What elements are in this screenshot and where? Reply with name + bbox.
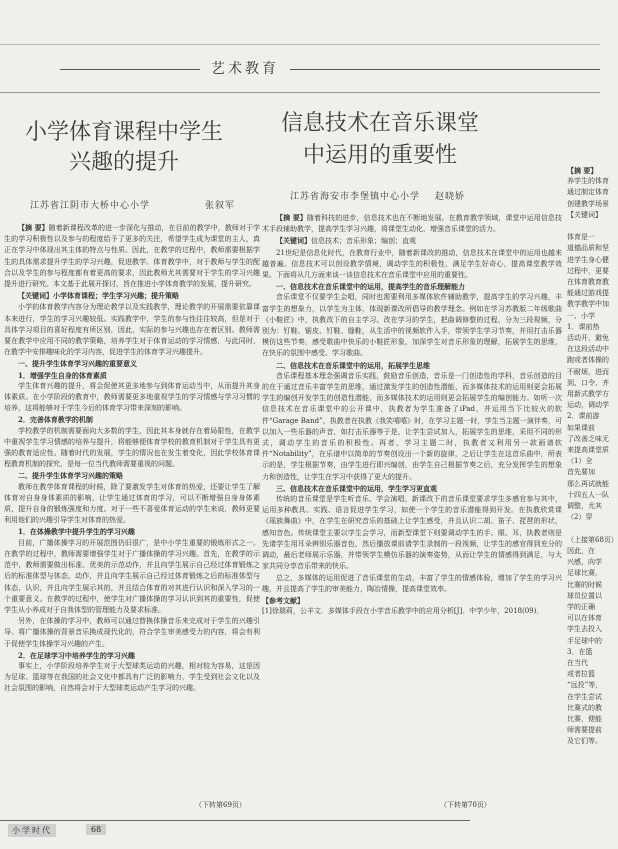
right-column-abstract-label: 【摘 要】 [567, 166, 598, 175]
right-column-line: 在当代 [567, 658, 588, 667]
article1-heading-1-1: 1．增强学生自身的体育素质 [18, 370, 107, 380]
right-column-line: 了改善乏味无 [567, 434, 609, 443]
right-column-line: 到、口令、齐 [567, 378, 609, 387]
article2-para-3: 传统的音乐课堂是学生听音乐、学会演唱，新课改下的音乐课堂要求学生多感官参与其中，运用多种教具、实践、语言促进学生学习，如使一个学生的音乐潜能得到开发。在执教欣赏课《瑶族舞曲》中，在学生在研究音乐的基础上让学生感受，并且认识二胡、笛子、琵琶的形状，感知音色。传统课堂主要以学生会学习，而新型课堂下则要调动学生的手、眼、耳，执教者则是先请学生用耳朵辨别乐器音色，然后播放课前请学生录制的一段视频，让学生的感官得到充分的调动，最后老师展示乐器，并带领学生模仿乐器的演奏姿势，从而让学生的情感得到满足，与大家共同分享音乐带来的快乐。 [262, 495, 562, 571]
article1-title [0, 118, 248, 178]
article1-heading-2: 二、提升学生体育学习兴趣的策略 [18, 471, 123, 481]
right-column-line: 来提高课堂质 [567, 446, 609, 455]
article2-keywords: 信息技术；音乐形象；编创；直观 [311, 237, 416, 246]
right-column-line: 一、小学 [567, 311, 595, 320]
article1-abstract: 随着新课程改革的进一步深化与推动，在目前的教学中，教师对于学生的学习积极性以及参与的程度给予了更多的关注，希望学生成为课堂的主人，真正在学习中体现出其主体的特点与性质。因此，在教学的过程中，教师需要根据学生的具体需求提升学生的学习兴趣，促进教学。体育教学中，对于教师与学生的配合以及学生的参与程度都有着更高的要求，因此教师尤其需要对于学生的学习兴趣提升进行研究。本文基于此展开探讨，旨在推进小学体育教学的发展，提升研究。 [4, 224, 261, 289]
right-column-line: 2．课前游 [567, 412, 600, 421]
article1-abstract-label: 【摘 要】 [18, 223, 49, 232]
right-column-line: 在学生尝试 [567, 692, 602, 701]
right-column-line: 1．课前热 [567, 322, 600, 331]
article2-keywords-label: 【关键词】 [276, 236, 311, 246]
header-rule-lower [0, 92, 600, 93]
right-column-line: 用新式教学方 [567, 390, 609, 399]
right-column-line: 学的正确 [567, 602, 595, 611]
article2-title-line1: 信息技术在音乐课堂 [280, 111, 479, 136]
right-column-line: 比赛的时候 [567, 580, 602, 589]
right-column-line: 能通过游戏提 [567, 289, 609, 298]
article2-reference-1: [1]徐瑞莉，公丰文．多媒体手段在小学音乐教学中的应用分析[J]．中学少年，2018(09)． [262, 607, 544, 616]
article1-heading-2-2: 2．在足球学习中培养学生的学习兴趣 [18, 650, 135, 660]
right-column-line: 因此，在 [567, 546, 595, 555]
article1-heading-1: 一、提升学生体育学习兴趣的重要意义 [18, 359, 137, 369]
article2-continued: （下转第70页） [440, 801, 491, 809]
right-column-line: 3．在篮 [567, 647, 593, 656]
header-rule [60, 69, 600, 70]
right-column-line: （2）穿 [567, 513, 593, 522]
article2-heading-1: 一、信息技术在音乐课堂中的运用，提高学生的音乐理解能力 [276, 282, 465, 292]
right-column-line: 十四五人一队 [567, 490, 609, 499]
article1-body [4, 222, 260, 802]
right-column-line: 可以在体育 [567, 614, 602, 623]
article1-para-1-1: 学生体育兴趣的提升，将会促使其更多地参与到体育运动当中，从而提升其身体素质。在小学阶段的教育中，教师需要更多地重视学生的学习情感与学习习惯的培养，这将能够对于学生今后的体育学习带来深刻的影响。 [4, 381, 260, 413]
article2-abstract-label: 【摘 要】 [276, 213, 307, 222]
right-column-lines [567, 176, 618, 747]
right-column-line: 学生去投入 [567, 625, 602, 634]
article2-author: 赵晓娇 [435, 192, 466, 202]
article2-intro: 21世纪是信息化时代，在教育行业中，随着新课改的推动，信息技术在课堂中的运用也越来越普遍。信息技术可以创设教学情境，调动学生的积极性，满足学生好奇心，提高课堂教学效果。下面将从几方面来谈一谈信息技术在音乐课堂中应用的重要性。 [262, 248, 562, 280]
right-column-line: 那么再试就能 [567, 479, 609, 488]
article1-affiliation: 江苏省江阴市大桥中心小学 [30, 201, 151, 211]
article1-intro: 小学的体育教学内容分为理论教学以及实践教学，理论教学的开展需要依靠课本来进行，学生的学习兴趣较低。实践教学中，学生的参与性往往较高，但是对于具体学习项目的喜好程度有所区别，因此，实际的参与兴趣也存在着区别。教师需要在教学中应用不同的教学策略，培养学生对于体育运动的学习情感，与此同时，在教学中安排趣味化的学习内容，促进学生的体育学习兴趣提升。 [4, 303, 260, 357]
right-column-line: 道德品质和坚 [567, 244, 609, 253]
right-column-line: 足球比赛， [567, 569, 602, 578]
right-column-line: （上接第68页） [567, 535, 618, 544]
right-column-line: 或者拉篮 [567, 670, 595, 679]
right-column-line: 在这段活动中 [567, 345, 609, 354]
right-column-line: 养学生的体育 [567, 177, 609, 186]
article1-keywords: 小学体育课程；学生学习兴趣；提升策略 [53, 291, 179, 301]
right-column-line: 进学生身心健 [567, 255, 609, 264]
right-column-line: 教学教学中加 [567, 300, 609, 309]
article1-para-1-2: 学校教学的机制需要面向大多数的学生，因此其本身就存在着局限性，在教学中重视学生学习情感的培养与提升，将能够便体育学校的教育机制对于学生具有更强的教育适应性。随着时代的发展，学生的情况也在发生着变化，因此学校体育课程教育机制的探究，是每一位当代教师需要重视的问题。 [4, 426, 260, 469]
right-column-line: （1）全 [567, 457, 593, 466]
right-column-line: 及它们等。 [567, 737, 602, 746]
right-column-line: 【关键词】 [567, 210, 602, 219]
right-column-line: 通过制定体育 [567, 188, 609, 197]
right-column-line: 球员位置以 [567, 591, 602, 600]
right-column-line: “远投”等， [567, 681, 603, 690]
right-column-cutoff [567, 165, 618, 748]
article2-body [262, 212, 562, 802]
article1-keywords-label: 【关键词】 [18, 291, 53, 301]
article2-heading-3: 三、信息技术在音乐课堂中的运用，学生学习更直观 [276, 483, 437, 493]
article1-continued: （下转第69页） [195, 801, 246, 809]
right-column-line: 活动开，避免 [567, 334, 609, 343]
right-column-line [567, 524, 607, 535]
article2-references-label: 【参考文献】 [262, 595, 304, 605]
article1-heading-1-2: 2．完善体育教学的机制 [18, 415, 93, 425]
right-column-line: 调整，尤其 [567, 502, 602, 511]
right-column-line: 运动，调动学 [567, 401, 609, 410]
page-number: 68 [86, 824, 106, 835]
right-column-line: 师需要提前 [567, 726, 602, 735]
right-column-line: 比赛，便能 [567, 714, 602, 723]
right-column-line: 比赛式的教 [567, 703, 602, 712]
article2-para-2: 音乐课程基本理念强调音乐实践，鼓励音乐创造，音乐是一门创造性的学科，音乐创造的目的在于通过音乐丰富学生的思维，通过激发学生的创造性潜能，而多媒体技术的运用则更会拓展学生的编创开发学生的创造性潜能，而多媒体技术的运用则更会拓展学生的编创能力。如听一次信息技术在音乐课堂中的公开课中，执教者为学生准备了iPad，并运用当下比较火的软件“Garage Band”，执教者在执教《我笑嘻嘻》时，在学习主题一时，学生当主题一演伴奏，可以加入一些乐器的声音，如打击乐器等于是，让学生尝试加入，拓展学生的思维，采用不同的形式，调动学生的音乐的积极性。再者，学习主题二时，执教者又利用另一款画谱软件“Notability”，在乐谱中以简单的节奏创设出一个新的旋律，之后让学生在这首乐曲中，所表示的是，学生根据节奏，由学生进行即兴编创，由学生自己根据节奏之后，充分发挥学生的想象力和创造性，让学生在学习中获得了更大的提升。 [262, 371, 562, 481]
right-column-line: 手足球中的 [567, 636, 602, 645]
article1-author: 张叙军 [205, 201, 236, 211]
right-column-line [567, 221, 607, 232]
article1-para-2: 教师在教学体育课程的时候，除了要激发学生对体育的热爱，还要让学生了解体育对自身身体素质的影响，让学生通过体育的学习，可以不断增强自身身体素质，提升自身的锻炼强度和力度。对于一些不喜爱体育运动的学生来说，教师更要利用他们的兴趣引导学生对体育的热爱。 [4, 482, 260, 525]
article2-para-1: 音乐课堂不仅要学生会唱，同时也需要利用多媒体软件辅助教学，提高学生的学习兴趣，丰富学生的想象力，以学生为主体，体现新课改所倡导的教学理念。例如在学习苏教版二年级歌曲《小鞋匠》中，执教改下的自主学习。改在学习的学生，把曲调修整的过程，分为三段视频，分别为：钉鞋、锯皮、钉鞋、缝鞋，从生活中的视频软件入手，带领学生学习节奏，并用打击乐器模仿这些节奏，感受歌曲中快乐的小鞋匠形象，加深学生对音乐形象的理解，拓展学生的思维，在快乐的氛围中感受、学习歌曲。 [262, 293, 562, 358]
magazine-name: 小学时代 [8, 824, 56, 837]
section-band [0, 44, 600, 97]
article2-affiliation: 江苏省海安市李堡镇中心小学 [290, 192, 421, 202]
right-column-line: 体育是一 [567, 233, 595, 242]
article2-abstract: 随着科技的进步，信息技术也在不断地发展。在教育教学领域，课堂中运用信息技术手段辅助教学，提高学生学习兴趣，将课堂生动化，增强音乐课堂的活力。 [262, 214, 563, 234]
right-column-line: 首先要加 [567, 468, 595, 477]
right-column-line: 创建教学场景 [567, 199, 609, 208]
right-column-line: 跑或者体操的 [567, 356, 609, 365]
right-column-line: 如果课前 [567, 423, 595, 432]
article1-title-line1: 小学体育课程中学生 [24, 120, 223, 145]
page-footer [0, 820, 600, 842]
section-header: 艺术教育 [200, 58, 290, 78]
article1-para-2-2: 事实上，小学阶段培养学生对于大型球类运动的兴趣，相对较为容易，这是因为足球、篮球等在我国的社会文化中都具有广泛的影响力，学生受到社会文化以及社会氛围的影响，自然将会对于大型球类运动产生学习的兴趣。 [4, 661, 260, 693]
article2-para-4: 总之，多媒体的运用促进了音乐课堂的生动，丰富了学生的情感体验，增加了学生的学习兴趣，并且提高了学生的审美能力，陶冶情操，提高课堂效率。 [262, 573, 562, 593]
article1-title-line2: 兴趣的提升 [68, 150, 179, 175]
right-column-line: 不耐烦，进而 [567, 367, 609, 376]
article2-title [255, 108, 505, 172]
footer-rule [0, 820, 470, 821]
article1-para-2-1b: 另外，在体操的学习中，教师可以通过替换体操音乐来完成对于学生的兴趣引导。将广播体操的背景音乐换成现代化的，符合学生审美感受力的内容，将会有利于促使学生体操学习兴趣的产生。 [4, 617, 260, 648]
article1-heading-2-1: 1．在体操教学中提升学生的学习兴趣 [18, 527, 135, 537]
right-column-line: 兴感，向学 [567, 558, 602, 567]
article1-para-2-1: 目前，广播体操学习的开展范围仍旧很广，是中小学生重要的锻炼形式之一。在教学的过程中，教师需要增强学生对于广播体操的学习兴趣。首先，在教学的示范中，教师需要做出标准、优美的示范动作，并且向学生展示自己经过体育锻炼之后的标准体型与体态，动作，并且向学生展示自己经过体育锻炼之后的标准体型与体态，认识，并且向学生展示其的，并且结合体育的对其进行认识和深入学习的一个重要意义。在教学的过程中，使学生对广播体操的学习认识到其的重要性，促使学生从小养成对于自我体型的管理能力及要求标准。 [4, 538, 260, 614]
right-column-line: 在体育教育教 [567, 278, 609, 287]
right-column-line: 过程中，更要 [567, 266, 609, 275]
article2-heading-2: 二、信息技术在音乐课堂中的运用，拓展学生思维 [276, 360, 430, 370]
article2-title-line2: 中运用的重要性 [302, 143, 457, 168]
